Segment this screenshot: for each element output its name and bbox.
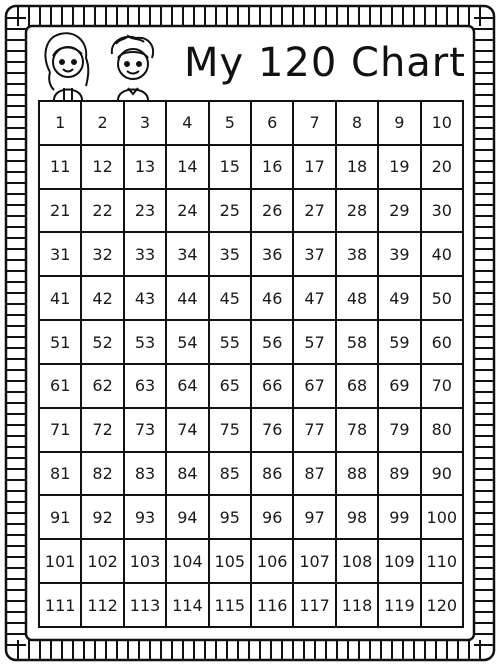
number-cell: 64 [167, 365, 209, 409]
number-cell: 45 [210, 277, 252, 321]
number-cell: 20 [422, 146, 464, 190]
number-cell: 58 [337, 321, 379, 365]
number-cell: 85 [210, 453, 252, 497]
number-cell: 91 [40, 496, 82, 540]
number-cell: 96 [252, 496, 294, 540]
number-cell: 43 [125, 277, 167, 321]
number-cell: 104 [167, 540, 209, 584]
number-cell: 78 [337, 409, 379, 453]
number-cell: 110 [422, 540, 464, 584]
number-cell: 97 [294, 496, 336, 540]
number-cell: 35 [210, 233, 252, 277]
number-cell: 12 [82, 146, 124, 190]
number-cell: 70 [422, 365, 464, 409]
number-cell: 107 [294, 540, 336, 584]
number-cell: 23 [125, 190, 167, 234]
number-cell: 11 [40, 146, 82, 190]
number-cell: 71 [40, 409, 82, 453]
number-cell: 26 [252, 190, 294, 234]
number-cell: 31 [40, 233, 82, 277]
number-cell: 16 [252, 146, 294, 190]
number-cell: 48 [337, 277, 379, 321]
number-cell: 15 [210, 146, 252, 190]
number-cell: 83 [125, 453, 167, 497]
number-cell: 76 [252, 409, 294, 453]
kids-clipart [36, 28, 168, 100]
number-cell: 55 [210, 321, 252, 365]
number-cell: 86 [252, 453, 294, 497]
number-cell: 75 [210, 409, 252, 453]
number-cell: 32 [82, 233, 124, 277]
number-cell: 46 [252, 277, 294, 321]
number-cell: 79 [379, 409, 421, 453]
number-cell: 59 [379, 321, 421, 365]
boy-icon [112, 36, 153, 100]
number-cell: 120 [422, 584, 464, 628]
number-cell: 63 [125, 365, 167, 409]
number-cell: 100 [422, 496, 464, 540]
number-cell: 72 [82, 409, 124, 453]
number-cell: 19 [379, 146, 421, 190]
number-cell: 84 [167, 453, 209, 497]
number-cell: 34 [167, 233, 209, 277]
number-cell: 111 [40, 584, 82, 628]
number-cell: 40 [422, 233, 464, 277]
number-cell: 54 [167, 321, 209, 365]
number-cell: 33 [125, 233, 167, 277]
number-cell: 92 [82, 496, 124, 540]
number-cell: 36 [252, 233, 294, 277]
number-cell: 9 [379, 102, 421, 146]
number-cell: 24 [167, 190, 209, 234]
number-cell: 5 [210, 102, 252, 146]
number-cell: 115 [210, 584, 252, 628]
number-cell: 17 [294, 146, 336, 190]
number-cell: 93 [125, 496, 167, 540]
number-cell: 103 [125, 540, 167, 584]
number-cell: 57 [294, 321, 336, 365]
number-cell: 49 [379, 277, 421, 321]
number-cell: 13 [125, 146, 167, 190]
number-cell: 119 [379, 584, 421, 628]
number-cell: 94 [167, 496, 209, 540]
number-cell: 114 [167, 584, 209, 628]
number-cell: 90 [422, 453, 464, 497]
number-cell: 56 [252, 321, 294, 365]
number-cell: 118 [337, 584, 379, 628]
number-cell: 28 [337, 190, 379, 234]
number-cell: 22 [82, 190, 124, 234]
number-cell: 106 [252, 540, 294, 584]
number-cell: 37 [294, 233, 336, 277]
number-cell: 8 [337, 102, 379, 146]
number-cell: 73 [125, 409, 167, 453]
number-cell: 18 [337, 146, 379, 190]
number-cell: 29 [379, 190, 421, 234]
number-cell: 108 [337, 540, 379, 584]
number-cell: 2 [82, 102, 124, 146]
number-cell: 62 [82, 365, 124, 409]
number-cell: 66 [252, 365, 294, 409]
number-cell: 68 [337, 365, 379, 409]
chart-title: My 120 Chart [184, 40, 466, 86]
number-cell: 27 [294, 190, 336, 234]
number-cell: 61 [40, 365, 82, 409]
number-cell: 74 [167, 409, 209, 453]
number-cell: 7 [294, 102, 336, 146]
number-cell: 112 [82, 584, 124, 628]
number-cell: 42 [82, 277, 124, 321]
number-cell: 98 [337, 496, 379, 540]
girl-icon [45, 33, 88, 100]
number-cell: 82 [82, 453, 124, 497]
number-cell: 77 [294, 409, 336, 453]
number-cell: 6 [252, 102, 294, 146]
number-cell: 53 [125, 321, 167, 365]
number-grid [38, 100, 464, 628]
number-cell: 1 [40, 102, 82, 146]
number-cell: 102 [82, 540, 124, 584]
number-cell: 69 [379, 365, 421, 409]
number-cell: 52 [82, 321, 124, 365]
number-cell: 21 [40, 190, 82, 234]
number-cell: 38 [337, 233, 379, 277]
number-cell: 3 [125, 102, 167, 146]
number-cell: 60 [422, 321, 464, 365]
number-cell: 80 [422, 409, 464, 453]
number-cell: 101 [40, 540, 82, 584]
number-cell: 50 [422, 277, 464, 321]
number-cell: 99 [379, 496, 421, 540]
number-cell: 25 [210, 190, 252, 234]
number-cell: 10 [422, 102, 464, 146]
number-cell: 44 [167, 277, 209, 321]
number-cell: 81 [40, 453, 82, 497]
number-cell: 4 [167, 102, 209, 146]
number-cell: 116 [252, 584, 294, 628]
number-cell: 47 [294, 277, 336, 321]
number-cell: 41 [40, 277, 82, 321]
number-cell: 105 [210, 540, 252, 584]
number-cell: 95 [210, 496, 252, 540]
number-cell: 113 [125, 584, 167, 628]
number-cell: 30 [422, 190, 464, 234]
number-cell: 67 [294, 365, 336, 409]
number-cell: 109 [379, 540, 421, 584]
number-cell: 14 [167, 146, 209, 190]
number-cell: 65 [210, 365, 252, 409]
number-cell: 117 [294, 584, 336, 628]
number-cell: 39 [379, 233, 421, 277]
number-cell: 88 [337, 453, 379, 497]
number-cell: 89 [379, 453, 421, 497]
number-cell: 51 [40, 321, 82, 365]
number-cell: 87 [294, 453, 336, 497]
